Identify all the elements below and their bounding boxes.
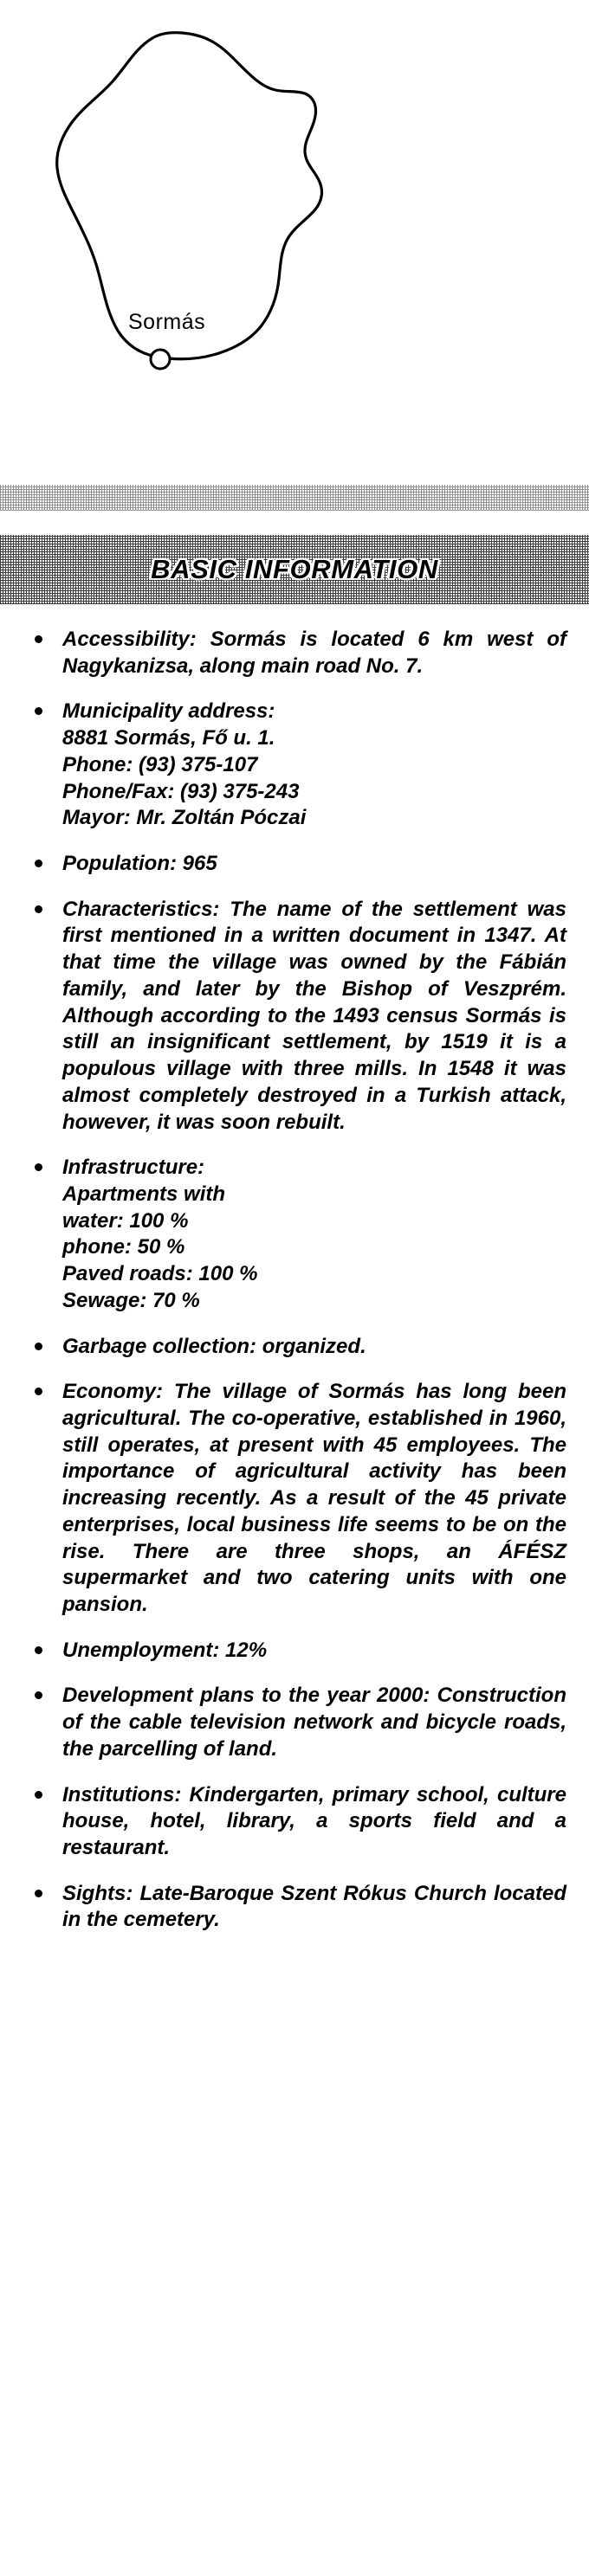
bullet-icon [35,1791,42,1799]
infrastructure-line-6: Sewage: 70 % [62,1288,200,1312]
list-item-sights [23,1881,566,1934]
infrastructure-block [62,1155,566,1314]
economy-text: Economy: The village of Sormás has long been agricultural. The co-operative, established in 1960, still operates, at present with 45 employees. The importance of agricultural activity has been increasing recently. As a result of the 45 private enterprises, local business life seems to be on the rise. There are three shops, an ÁFÉSZ supermarket and two catering units with one pansion. [62,1380,566,1616]
content-area [0,604,589,1934]
address-line-4: Phone/Fax: (93) 375-243 [62,779,300,803]
list-item-garbage-collection [23,1334,566,1361]
address-line-3: Phone: (93) 375-107 [62,752,258,776]
bullet-icon [35,1646,42,1654]
population-text: Population: 965 [62,852,217,876]
development-plans-text: Development plans to the year 2000: Construction of the cable television network and bicycle roads, the parcelling of land. [62,1684,566,1761]
list-item-development-plans [23,1683,566,1762]
bullet-icon [35,905,42,913]
infrastructure-line-5: Paved roads: 100 % [62,1262,258,1286]
infrastructure-line-4: phone: 50 % [62,1235,185,1259]
page-title: BASIC INFORMATION [151,554,438,584]
list-item-infrastructure [23,1155,566,1314]
address-line-5: Mayor: Mr. Zoltán Póczai [62,806,307,830]
sights-text: Sights: Late-Baroque Szent Rókus Church located in the cemetery. [62,1881,566,1932]
characteristics-text: Characteristics: The name of the settlement was first mentioned in a written document in 1347. At that time the village was owned by the Fábián family, and later by the Bishop of Veszprém. Although according to the 1493 census Sormás is still an insignificant settlement, by 1519 it is a populous village with three mills. In 1548 it was almost completely destroyed in a Turkish attack, however, it was soon rebuilt. [62,897,566,1134]
infrastructure-line-3: water: 100 % [62,1208,189,1233]
institutions-text: Institutions: Kindergarten, primary school, culture house, hotel, library, a sports field and a restaurant. [62,1782,566,1860]
circle-marker [151,350,170,369]
list-item-characteristics [23,897,566,1136]
map-area [0,0,589,485]
basic-information-banner [0,535,589,604]
bullet-icon [35,1343,42,1350]
unemployment-text: Unemployment: 12% [62,1638,268,1662]
infrastructure-line-1: Infrastructure: [62,1156,205,1180]
list-item-unemployment [23,1638,566,1665]
garbage-collection-text: Garbage collection: organized. [62,1334,366,1358]
bullet-icon [35,1163,42,1171]
list-item-municipality-address [23,699,566,832]
list-item-accessibility [23,627,566,679]
spacer [0,511,589,535]
map-settlement-label: Sormás [128,310,206,334]
infrastructure-line-2: Apartments with [62,1182,226,1206]
accessibility-text: Accessibility: Sormás is located 6 km west of Nagykanizsa, along main road No. 7. [62,628,566,678]
list-item-institutions [23,1782,566,1862]
bullet-icon [35,860,42,867]
settlement-boundary-map [0,0,589,485]
bullet-icon [35,1388,42,1395]
bullet-icon [35,1691,42,1699]
divider-band [0,485,589,511]
address-line-2: 8881 Sormás, Fő u. 1. [62,726,275,750]
address-line-1: Municipality address: [62,699,275,724]
municipality-address-block [62,699,566,832]
list-item-population [23,851,566,878]
bullet-icon [35,635,42,643]
information-list [23,627,566,1934]
list-item-economy [23,1379,566,1618]
bullet-icon [35,707,42,715]
bullet-icon [35,1890,42,1897]
